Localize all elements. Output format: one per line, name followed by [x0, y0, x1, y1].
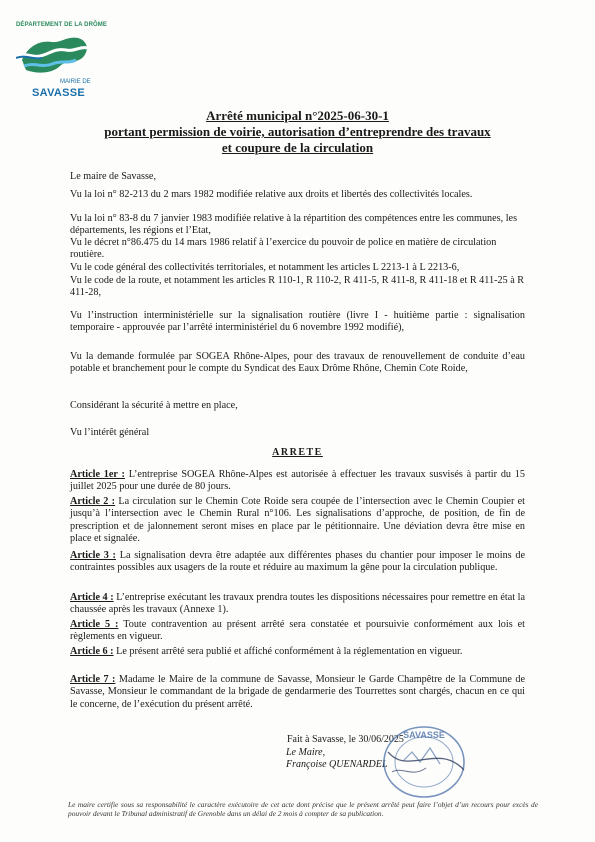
- logo-mairie-text: MAIRIE DE: [60, 79, 91, 85]
- article-5: [70, 619, 525, 644]
- signature-place-date: Fait à Savasse, le 30/06/2025: [287, 734, 404, 745]
- logo-town-name: SAVASSE: [32, 87, 86, 99]
- considerant: Considérant la sécurité à mettre en place,: [70, 400, 238, 411]
- article-4-label: Article 4 :: [70, 592, 114, 603]
- visa-5: Vu le code de la route, et notamment les articles R 110-1, R 110-2, R 411-5, R 411-8, R 411-18 et R 411-25 à R 411-28,: [70, 275, 525, 299]
- article-4: [70, 592, 525, 617]
- visa-2: Vu la loi n° 83-8 du 7 janvier 1983 modifiée relative à la répartition des compétences entre les communes, les départements, les régions et l’Etat,: [70, 213, 518, 237]
- article-2-text: La circulation sur le Chemin Cote Roide sera coupée de l’intersection avec le Chemin Coupier et jusqu’à l’intersection avec le Chemin Rural n°106. Les signalisations d’approche, de position, de fin de prescription et de jalonnement seront mises en place par le pétitionnaire. Une déviation devra être mise en place et signalée.: [70, 496, 525, 545]
- article-5-label: Article 5 :: [70, 619, 119, 630]
- decree-subtitle-line1: portant permission de voirie, autorisation d’entreprendre des travaux: [104, 124, 491, 139]
- article-7-label: Article 7 :: [70, 674, 116, 685]
- article-3-text: La signalisation devra être adaptée aux différentes phases du chantier pour imposer le moins de contraintes possibles aux usagers de la route et réduire au maximum la gêne pour la circulation publique.: [70, 550, 526, 574]
- article-7-text: Madame le Maire de la commune de Savasse, Monsieur le Garde Champêtre de la Commune de Savasse, Monsieur le commandant de la brigade de gendarmerie des Tourrettes sont chargés, chacun en ce qui le concerne, de l’exécution du présent arrêté.: [70, 674, 525, 710]
- visa-1: Vu la loi n° 82-213 du 2 mars 1982 modifiée relative aux droits et libertés des collectivités locales.: [70, 189, 473, 200]
- savasse-logo: [10, 22, 110, 102]
- decree-subtitle-line2: et coupure de la circulation: [221, 140, 374, 155]
- legal-notice: Le maire certifie sous sa responsabilité le caractère exécutoire de cet acte dont précise que le présent arrêté peut faire l’objet d’un recours pour excès de pouvoir devant le Tribunal administratif de Grenoble dans un délai de 2 mois à compter de sa publication.: [68, 800, 538, 819]
- article-1-label: Article 1er :: [70, 469, 125, 480]
- visa-7: Vu la demande formulée par SOGEA Rhône-Alpes, pour des travaux de renouvellement de conduite d’eau potable et branchement pour le compte du Syndicat des Eaux Drôme Rhône, Chemin Cote Roide,: [70, 351, 525, 375]
- article-6-text: Le présent arrêté sera publié et affiché conformément à la réglementation en vigueur.: [113, 646, 463, 657]
- article-5-text: Toute contravention au présent arrêté sera constatée et poursuivie conformément aux lois et règlements en vigueur.: [70, 619, 526, 643]
- article-2: [70, 496, 525, 546]
- article-3-label: Article 3 :: [70, 550, 116, 561]
- preamble-intro: Le maire de Savasse,: [70, 171, 156, 182]
- signature-role: Le Maire,: [286, 747, 326, 758]
- visa-3: Vu le décret n°86.475 du 14 mars 1986 relatif à l’exercice du pouvoir de police en matière de circulation routière.: [70, 237, 497, 261]
- official-stamp: [378, 722, 470, 800]
- visa-6: Vu l’instruction interministérielle sur la signalisation routière (livre I - huitième partie : signalisation temporaire - approuvée par l’arrêté interministériel du 6 novembre 1992 modifié),: [70, 310, 525, 334]
- visa-4: Vu le code général des collectivités territoriales, et notamment les articles L 2213-1 à L 2213-6,: [70, 262, 460, 273]
- decree-title: Arrêté municipal n°2025-06-30-1: [206, 108, 389, 123]
- article-3: [70, 550, 525, 575]
- logo-department-text: DÉPARTEMENT DE LA DRÔME: [16, 22, 107, 28]
- article-1-text: L’entreprise SOGEA Rhône-Alpes est autorisée à effectuer les travaux susvisés à partir du 15 juillet 2025 pour une durée de 80 jours.: [70, 469, 525, 493]
- drome-map-icon: [16, 30, 96, 80]
- article-7: [70, 674, 525, 711]
- article-1: [70, 469, 525, 494]
- article-2-label: Article 2 :: [70, 496, 116, 507]
- article-6-label: Article 6 :: [70, 646, 114, 657]
- article-6: [70, 646, 525, 658]
- arrete-heading: ARRETE: [272, 447, 323, 458]
- article-4-text: L’entreprise exécutant les travaux prendra toutes les dispositions nécessaires pour remettre en état la chaussée après les travaux (Annexe 1).: [70, 592, 525, 616]
- interet-general: Vu l’intérêt général: [70, 427, 150, 438]
- svg-text:SAVASSE: SAVASSE: [403, 730, 445, 740]
- signature-name: Françoise QUENARDEL: [286, 759, 388, 770]
